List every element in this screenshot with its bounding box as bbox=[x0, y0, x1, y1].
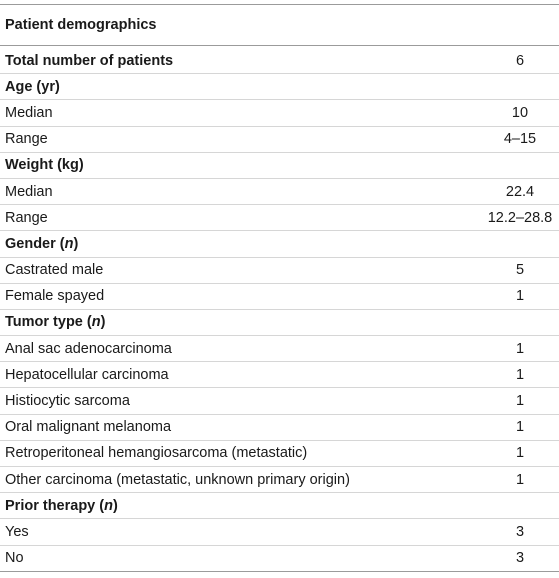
table-section-row bbox=[0, 310, 559, 336]
row-label: Hepatocellular carcinoma bbox=[5, 366, 169, 383]
row-label: Female spayed bbox=[5, 288, 105, 305]
table-row bbox=[0, 258, 559, 284]
table-row bbox=[0, 441, 559, 467]
row-value: 5 bbox=[515, 262, 525, 279]
table-row bbox=[0, 284, 559, 310]
row-value: 1 bbox=[515, 471, 525, 488]
row-label: Range bbox=[5, 209, 48, 226]
row-value: 4–15 bbox=[503, 131, 537, 148]
row-value: 6 bbox=[515, 52, 525, 69]
row-label: Gender (n) bbox=[5, 235, 79, 252]
row-value: 1 bbox=[515, 445, 525, 462]
row-value: 10 bbox=[511, 104, 529, 121]
table-row bbox=[0, 362, 559, 388]
table-section-row bbox=[0, 493, 559, 519]
table-row bbox=[0, 388, 559, 414]
table-section-row bbox=[0, 153, 559, 179]
row-value: 22.4 bbox=[505, 183, 535, 200]
row-label: Range bbox=[5, 131, 48, 148]
row-value: 1 bbox=[515, 366, 525, 383]
row-label: Prior therapy (n) bbox=[5, 497, 118, 514]
row-value: 1 bbox=[515, 288, 525, 305]
row-label: Other carcinoma (metastatic, unknown primary origin) bbox=[5, 471, 350, 488]
row-label: Median bbox=[5, 104, 53, 121]
table-row bbox=[0, 336, 559, 362]
table-row bbox=[0, 205, 559, 231]
row-label: Median bbox=[5, 183, 53, 200]
row-label: Tumor type (n) bbox=[5, 314, 106, 331]
table-row bbox=[0, 415, 559, 441]
row-label: Total number of patients bbox=[5, 52, 174, 69]
row-value: 1 bbox=[515, 393, 525, 410]
table-row bbox=[0, 467, 559, 493]
table-body bbox=[0, 48, 559, 572]
row-value: 1 bbox=[515, 419, 525, 436]
table-row bbox=[0, 546, 559, 572]
table-row bbox=[0, 179, 559, 205]
row-value: 12.2–28.8 bbox=[487, 209, 553, 226]
row-label: Weight (kg) bbox=[5, 157, 84, 174]
row-label: Yes bbox=[5, 523, 29, 540]
row-label: Histiocytic sarcoma bbox=[5, 393, 130, 410]
row-value: 1 bbox=[515, 340, 525, 357]
row-value: 3 bbox=[515, 523, 525, 540]
row-value: 3 bbox=[515, 550, 525, 567]
row-label: Age (yr) bbox=[5, 78, 60, 95]
row-label: No bbox=[5, 550, 24, 567]
row-label: Anal sac adenocarcinoma bbox=[5, 340, 172, 357]
table-header: Patient demographics bbox=[0, 4, 559, 46]
table-row bbox=[0, 100, 559, 126]
row-label: Castrated male bbox=[5, 262, 104, 279]
table-section-row bbox=[0, 231, 559, 257]
table-row bbox=[0, 519, 559, 545]
row-label: Retroperitoneal hemangiosarcoma (metastatic) bbox=[5, 445, 308, 462]
table-section-row bbox=[0, 74, 559, 100]
row-label: Oral malignant melanoma bbox=[5, 419, 172, 436]
table-row bbox=[0, 127, 559, 153]
table-section-row bbox=[0, 48, 559, 74]
